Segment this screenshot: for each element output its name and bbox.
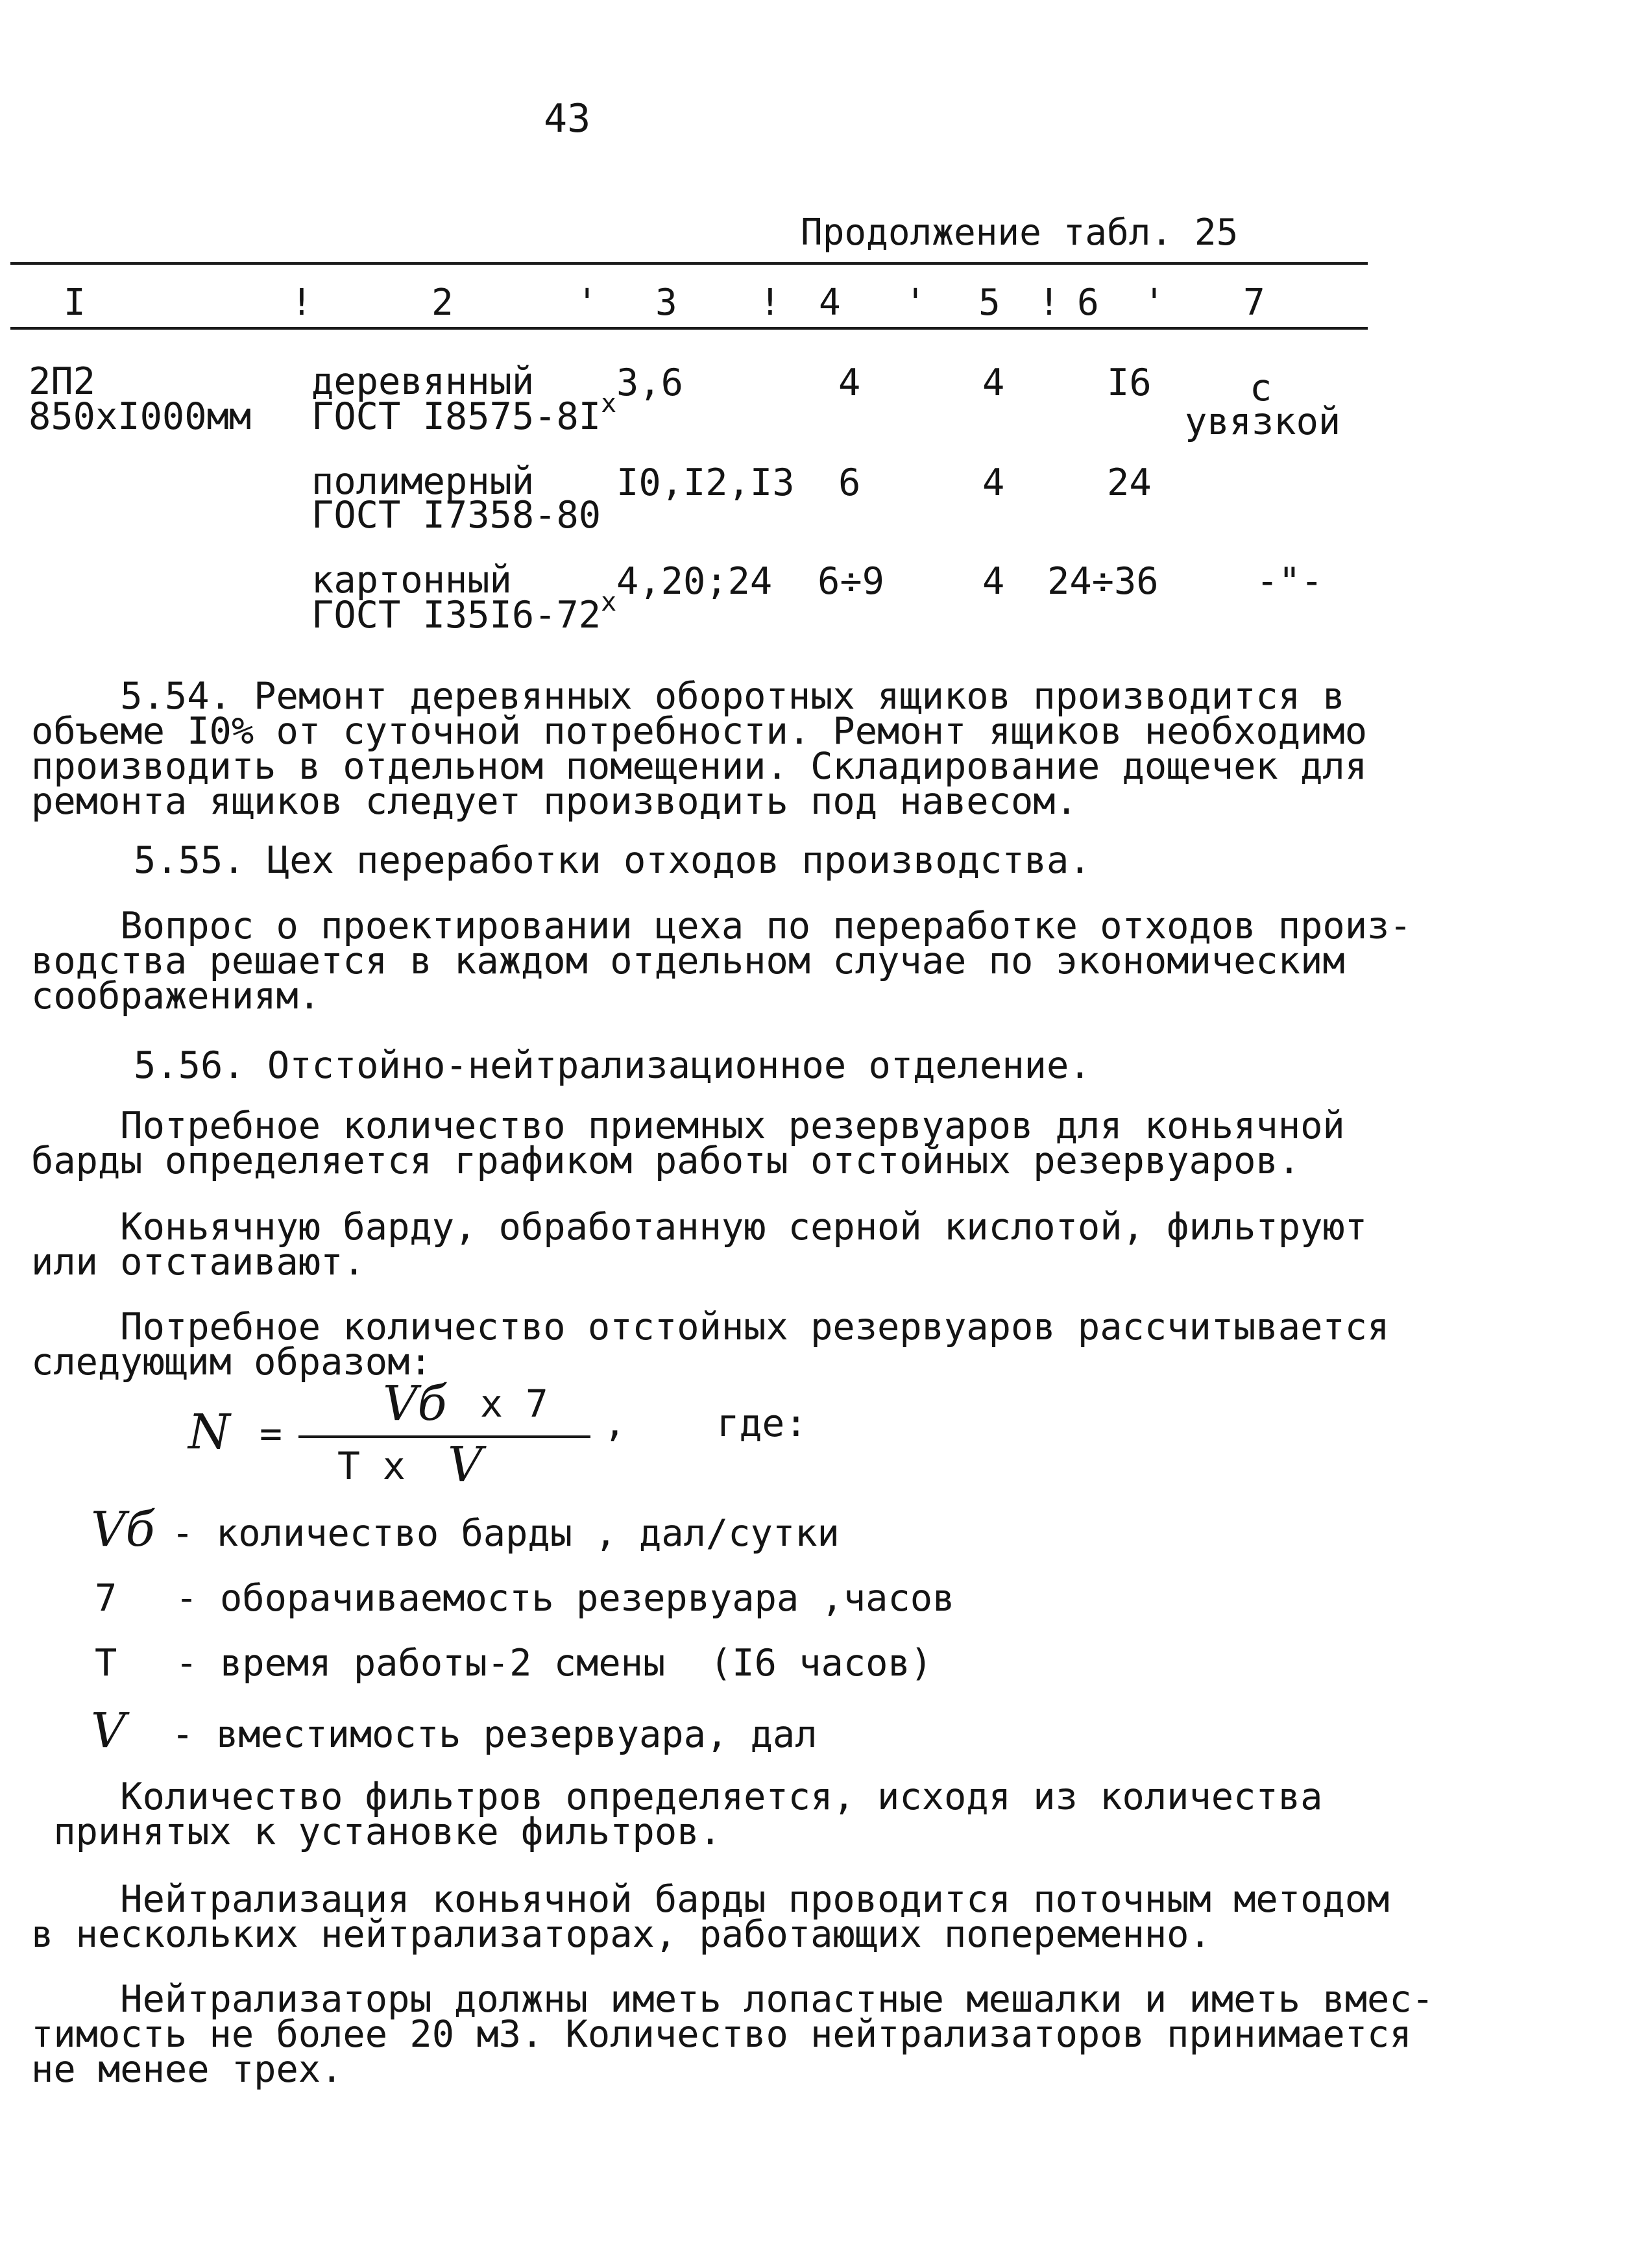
formula-denominator: Т х bbox=[337, 1444, 406, 1488]
formula-lhs: N bbox=[188, 1404, 230, 1460]
legend-symbol: 7 bbox=[95, 1577, 117, 1620]
table-caption: Продолжение табл. 25 bbox=[801, 212, 1239, 254]
formula-numerator-rest: х 7 bbox=[480, 1382, 548, 1426]
legend-text: - вместимость резервуара, дал bbox=[171, 1713, 818, 1756]
formula-suffix: , где: bbox=[603, 1401, 808, 1445]
paragraph-filters: Количество фильтров определяется, исходя из количества принятых к установке фильтров. bbox=[53, 1775, 1323, 1853]
legend-text: - количество барды , дал/сутки bbox=[171, 1512, 840, 1555]
cell-mark: 2П2 bbox=[29, 360, 95, 403]
paragraph-neutralization: Нейтрализация коньячной барды проводится поточным методом в нескольких нейтрализаторах, работающих попеременно. bbox=[31, 1878, 1390, 1956]
paragraph-5-56-c: Потребное количество отстойных резервуаров рассчитывается следующим образом: bbox=[31, 1306, 1390, 1384]
paragraph-neutralizers: Нейтрализаторы должны иметь лопастные мешалки и иметь вмес- тимость не более 20 м3. Количество нейтрализаторов принимается не менее трех. bbox=[31, 1978, 1434, 2091]
cell-material: полимерный bbox=[311, 460, 535, 503]
cell-col6: 24 bbox=[1107, 461, 1152, 504]
legend-text: - оборачиваемость резервуара ,часов bbox=[175, 1577, 955, 1620]
fraction-bar bbox=[298, 1435, 590, 1438]
paragraph-5-56-a: Потребное количество приемных резервуаров для коньячной барды определяется графиком работы отстойных резервуаров. bbox=[31, 1104, 1345, 1182]
page-number: 43 bbox=[544, 96, 591, 141]
column-divider: ! bbox=[1038, 282, 1060, 324]
paragraph-5-55: Вопрос о проектировании цеха по переработке отходов произ- водства решается в каждом отдельном случае по экономическим соображениям. bbox=[31, 905, 1412, 1018]
cell-col7-line2: увязкой bbox=[1185, 400, 1341, 443]
table-top-rule bbox=[10, 262, 1368, 265]
reservoir-formula bbox=[188, 1376, 808, 1493]
legend-row bbox=[91, 1703, 818, 1759]
section-heading-5-55: 5.55. Цех переработки отходов производства. bbox=[134, 839, 1091, 882]
cell-col4: 6 bbox=[838, 461, 861, 504]
cell-material: картонный bbox=[311, 559, 512, 602]
formula-numerator-symbol: Vб bbox=[383, 1376, 447, 1432]
column-header-1: I bbox=[64, 282, 86, 324]
column-divider: ' bbox=[576, 282, 598, 324]
cell-col6: 24÷36 bbox=[1047, 560, 1159, 603]
cell-col7-line1: с bbox=[1250, 367, 1272, 409]
cell-col5: 4 bbox=[982, 560, 1005, 603]
footnote-mark: х bbox=[601, 389, 617, 419]
legend-row bbox=[91, 1642, 932, 1685]
formula-denominator-symbol: V bbox=[448, 1437, 483, 1493]
column-header-2: 2 bbox=[431, 282, 454, 324]
cell-col5: 4 bbox=[982, 361, 1005, 404]
legend-symbol: Vб bbox=[91, 1502, 155, 1557]
column-divider: ' bbox=[1143, 282, 1165, 324]
cell-col3: 4,20;24 bbox=[616, 560, 773, 603]
column-header-6: 6 bbox=[1077, 282, 1099, 324]
cell-standard bbox=[311, 587, 617, 637]
cell-col6: I6 bbox=[1107, 361, 1152, 404]
legend-row bbox=[91, 1577, 954, 1620]
footnote-mark: х bbox=[601, 587, 617, 617]
cell-size: 850хI000мм bbox=[29, 395, 252, 438]
cell-material: деревянный bbox=[311, 360, 535, 403]
column-divider: ! bbox=[759, 282, 781, 324]
cell-col4: 6÷9 bbox=[818, 560, 884, 603]
cell-col3: 3,6 bbox=[616, 361, 683, 404]
formula-equals: = bbox=[260, 1411, 282, 1456]
paragraph-5-56-b: Коньячную барду, обработанную серной кислотой, фильтруют или отстаивают. bbox=[31, 1206, 1368, 1284]
legend-symbol: V bbox=[91, 1703, 126, 1759]
paragraph-5-54: 5.54. Ремонт деревянных оборотных ящиков производится в объеме I0% от суточной потребности. Ремонт ящиков необходимо производить в отдельном помещении. Складирование дощечек для ремонта ящиков следует производить под навесом. bbox=[31, 675, 1368, 823]
column-header-5: 5 bbox=[978, 282, 1000, 324]
section-heading-5-56: 5.56. Отстойно-нейтрализационное отделение. bbox=[134, 1044, 1091, 1087]
legend-symbol: Т bbox=[95, 1642, 117, 1685]
column-divider: ! bbox=[291, 282, 313, 324]
cell-standard bbox=[311, 389, 617, 438]
cell-col7: -"- bbox=[1256, 560, 1323, 603]
column-header-4: 4 bbox=[819, 282, 841, 324]
cell-col5: 4 bbox=[982, 461, 1005, 504]
legend-row bbox=[91, 1502, 840, 1557]
legend-text: - время работы-2 смены (I6 часов) bbox=[175, 1642, 933, 1685]
table-header-rule bbox=[10, 327, 1368, 330]
column-header-3: 3 bbox=[655, 282, 677, 324]
column-header-7: 7 bbox=[1243, 282, 1265, 324]
cell-col3: I0,I2,I3 bbox=[616, 461, 795, 504]
cell-col4: 4 bbox=[838, 361, 861, 404]
standard-text: ГОСТ I35I6-72 bbox=[311, 594, 601, 637]
column-divider: ' bbox=[904, 282, 927, 324]
standard-text: ГОСТ I8575-8I bbox=[311, 395, 601, 438]
cell-standard: ГОСТ I7358-80 bbox=[311, 494, 601, 537]
